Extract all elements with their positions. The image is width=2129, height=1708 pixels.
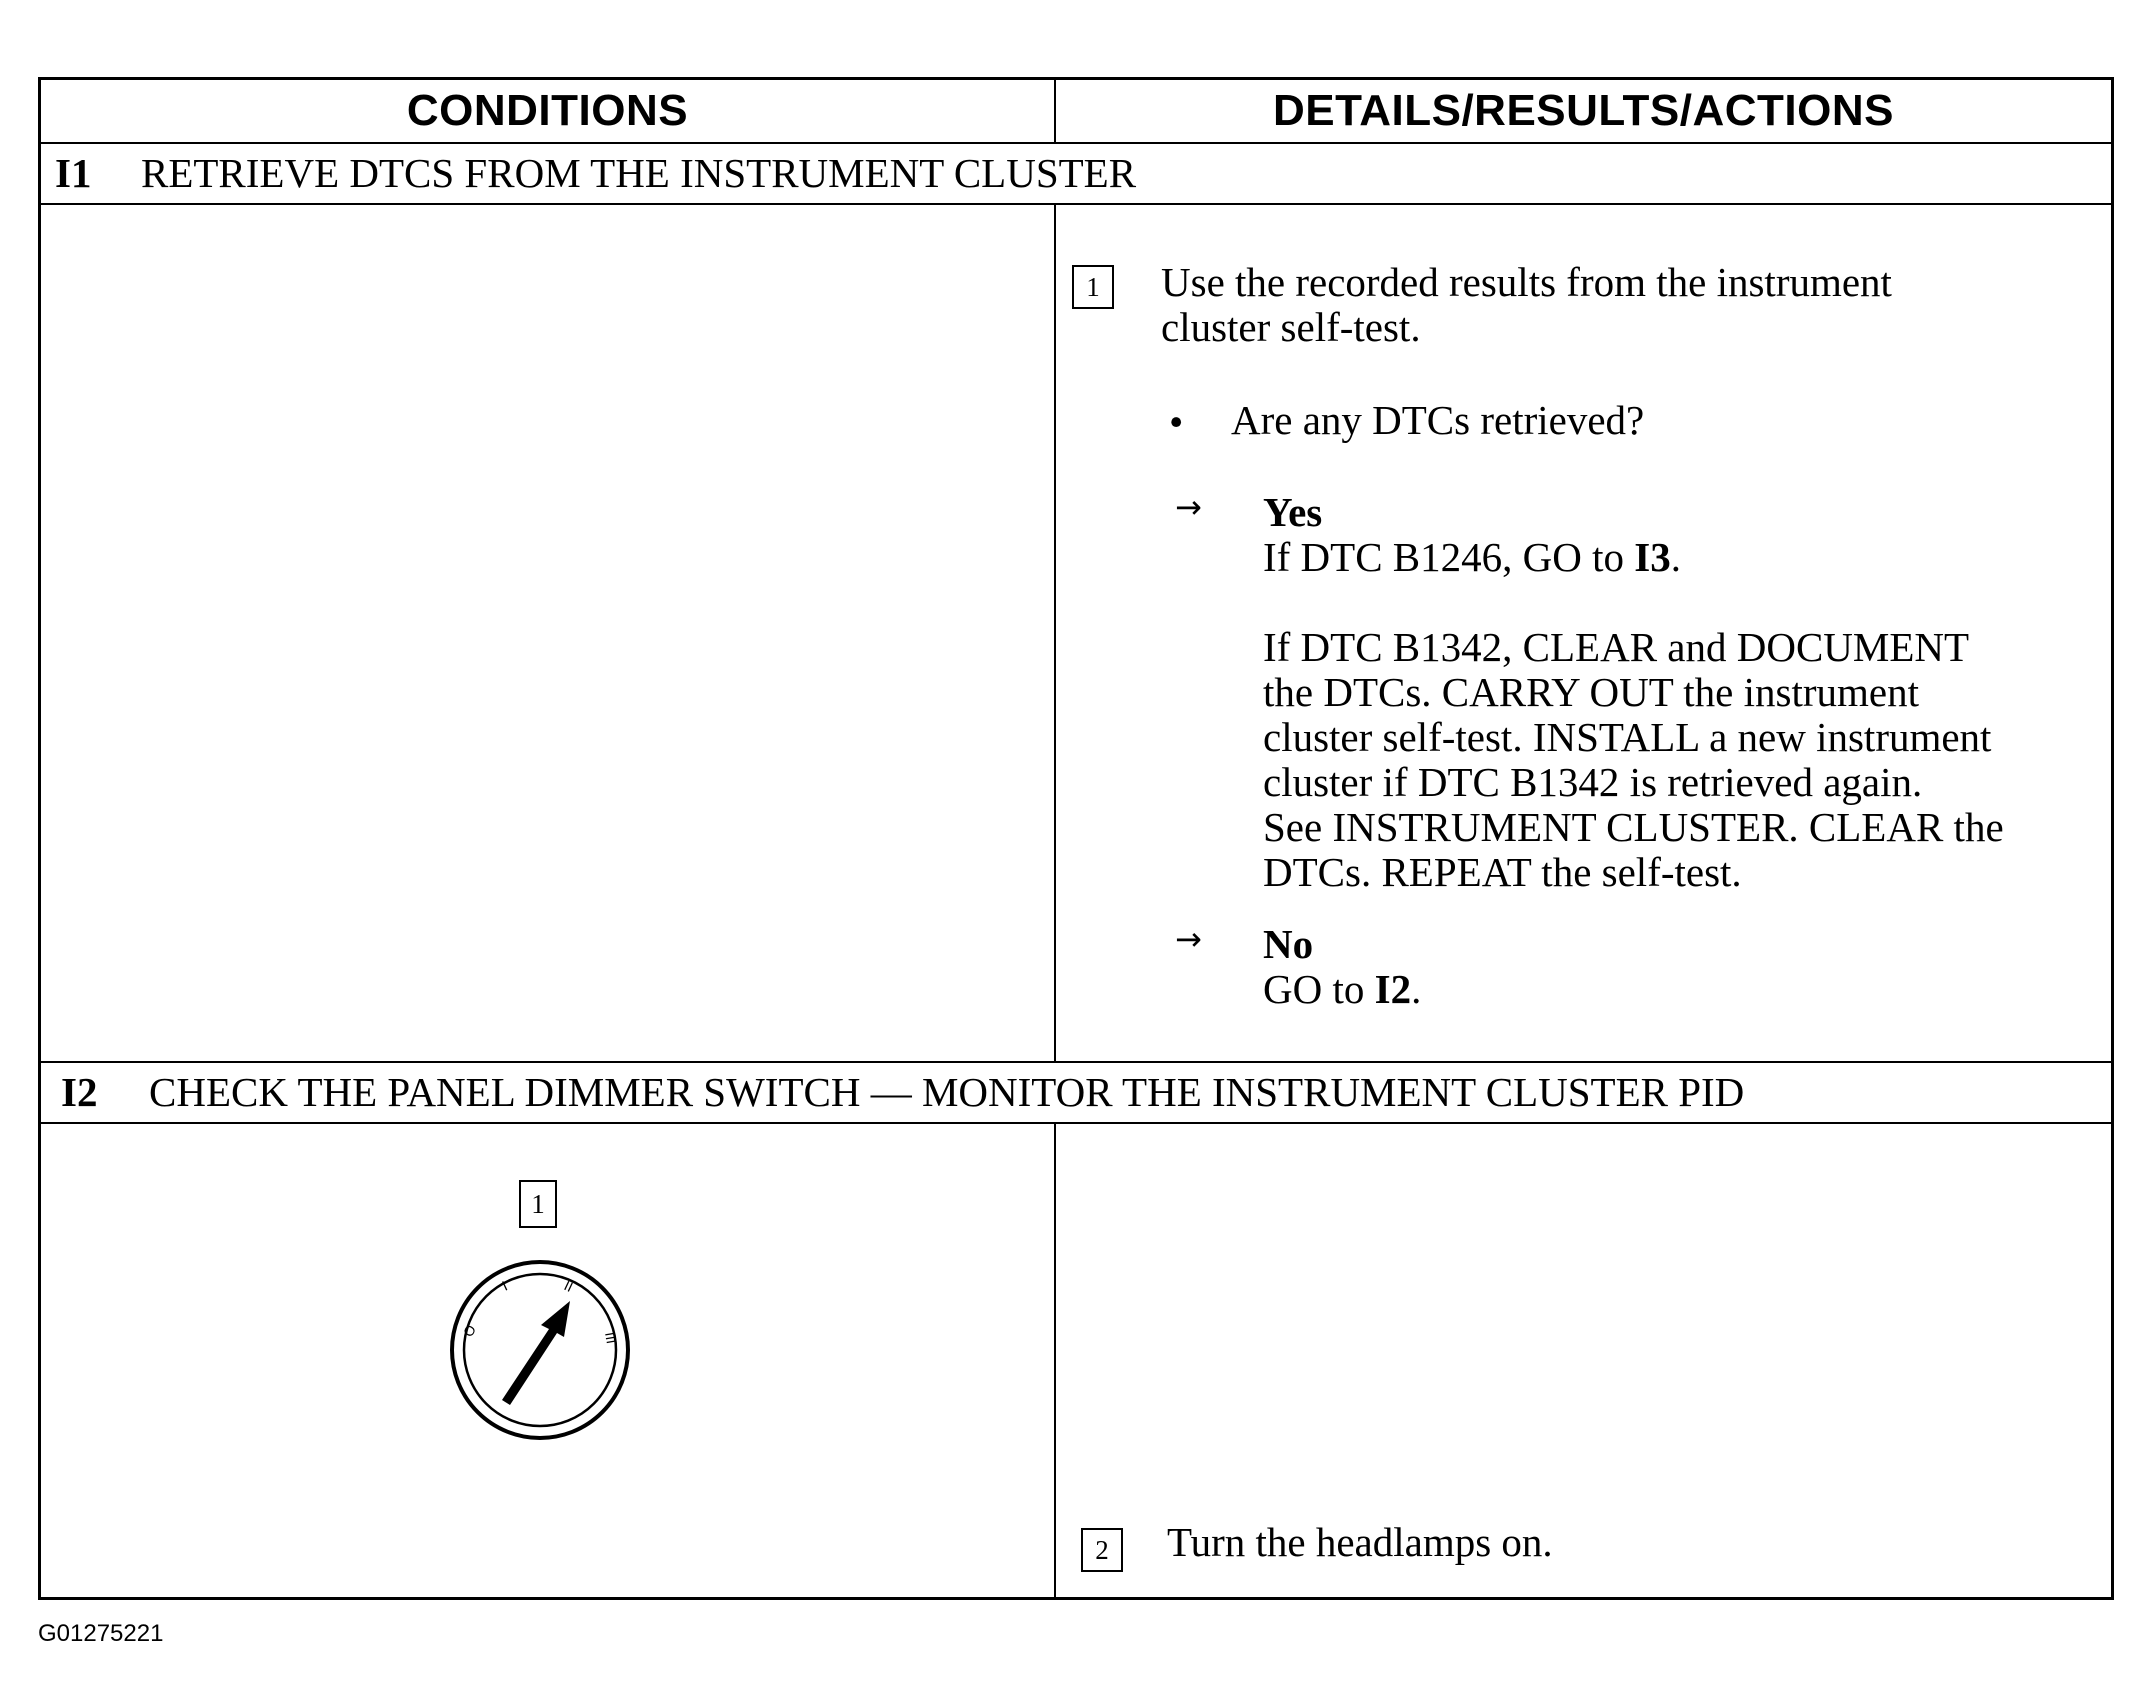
figure-callout-box [519,1180,557,1228]
yes-label: Yes [1263,489,1323,535]
procedure-table [38,77,2114,1600]
dimmer-pointer-arrow-icon [502,1301,570,1405]
dial-label-2: II [561,1277,576,1296]
no-label: No [1263,921,1314,967]
section-i2-title-text: CHECK THE PANEL DIMMER SWITCH — MONITOR THE INSTRUMENT CLUSTER PID [149,1069,1745,1115]
details-header [1056,80,2111,142]
step-1-question: Are any DTCs retrieved? [1231,397,1645,443]
yes-arrow-icon: → [1175,488,1202,526]
rule-below-i2-title [41,1122,2111,1124]
figure-code: G01275221 [38,1620,164,1647]
panel-dimmer-switch-illustration [445,1255,635,1445]
bullet-icon: • [1169,399,1184,445]
step-2-text: Turn the headlamps on. [1167,1519,1553,1565]
no-arrow-icon: → [1175,920,1202,958]
conditions-header-label: CONDITIONS [406,86,689,135]
no-line [1263,967,1421,1012]
dial-label-off: O [459,1322,480,1340]
details-header-label: DETAILS/RESULTS/ACTIONS [1273,86,1894,135]
yes-line-1-suffix: . [1670,534,1681,580]
rule-below-i1-title [41,203,2111,205]
section-i1-title [41,143,2111,203]
dial-label-1: I [499,1277,510,1294]
yes-line-1-target: I3 [1634,534,1671,580]
step-2-number: 2 [1095,1534,1109,1565]
no-line-prefix: GO to [1263,966,1375,1012]
yes-paragraph: If DTC B1342, CLEAR and DOCUMENT the DTCs. CARRY OUT the instrument cluster self-test. INSTALL a new instrument cluster if DTC B1342 is retrieved again. See INSTRUMENT CLUSTER. CLEAR the DTCs. REPEAT the self-test. [1263,624,2004,895]
figure-callout-number: 1 [531,1188,545,1219]
no-line-target: I2 [1374,966,1412,1012]
conditions-header [41,80,1054,142]
dial-label-3: III [602,1330,620,1346]
yes-line-1-prefix: If DTC B1246, GO to [1263,534,1635,580]
column-divider-i1 [1054,203,1056,1061]
section-i1-id: I1 [55,150,92,196]
column-divider-header [1054,80,1056,142]
section-i2-title [41,1062,2111,1122]
section-i2-id: I2 [61,1069,98,1115]
yes-line-1 [1263,535,1681,580]
step-1-text: Use the recorded results from the instrument cluster self-test. [1161,259,1892,350]
step-1-box [1072,265,1114,309]
no-line-suffix: . [1411,966,1422,1012]
step-1-number: 1 [1086,271,1100,302]
column-divider-i2 [1054,1122,1056,1597]
step-2-box [1081,1528,1123,1572]
section-i1-title-text: RETRIEVE DTCS FROM THE INSTRUMENT CLUSTER [141,150,1137,196]
